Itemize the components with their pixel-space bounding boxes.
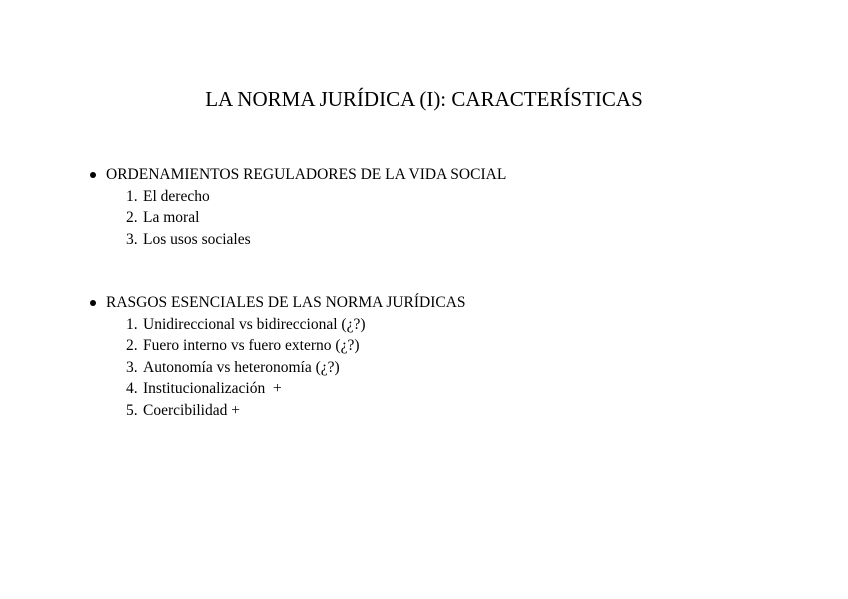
item-text: La moral (143, 209, 200, 226)
section-heading: RASGOS ESENCIALES DE LAS NORMA JURÍDICAS (106, 294, 466, 311)
item-number: 5. (126, 401, 138, 419)
list-item (88, 207, 788, 229)
section-heading-row (88, 292, 788, 314)
item-text: Coercibilidad + (143, 401, 240, 419)
page-title: LA NORMA JURÍDICA (I): CARACTERÍSTICAS (205, 87, 643, 111)
item-text: Autonomía vs heteronomía (¿?) (143, 358, 340, 376)
item-number: 2. (126, 337, 138, 354)
list-item (88, 378, 788, 400)
item-number: 3. (126, 230, 138, 248)
numbered-list (88, 314, 788, 422)
item-number: 4. (126, 380, 138, 397)
section-rasgos (88, 292, 788, 421)
list-item (88, 335, 788, 357)
item-number: 3. (126, 358, 138, 376)
section-heading-row (88, 164, 788, 186)
numbered-list (88, 186, 788, 251)
section-ordenamientos (88, 164, 788, 250)
item-text: Fuero interno vs fuero externo (¿?) (143, 337, 360, 354)
item-text: Institucionalización + (143, 380, 282, 397)
list-item (88, 229, 788, 251)
item-text: El derecho (143, 187, 210, 205)
bullet-icon (90, 172, 96, 178)
item-number: 1. (126, 315, 138, 333)
item-text: Unidireccional vs bidireccional (¿?) (143, 315, 366, 333)
list-item (88, 400, 788, 422)
item-number: 2. (126, 209, 138, 226)
bullet-icon (90, 300, 96, 306)
list-item (88, 357, 788, 379)
list-item (88, 314, 788, 336)
item-number: 1. (126, 187, 138, 205)
list-item (88, 186, 788, 208)
item-text: Los usos sociales (143, 230, 251, 248)
section-heading: ORDENAMIENTOS REGULADORES DE LA VIDA SOCIAL (106, 166, 507, 183)
